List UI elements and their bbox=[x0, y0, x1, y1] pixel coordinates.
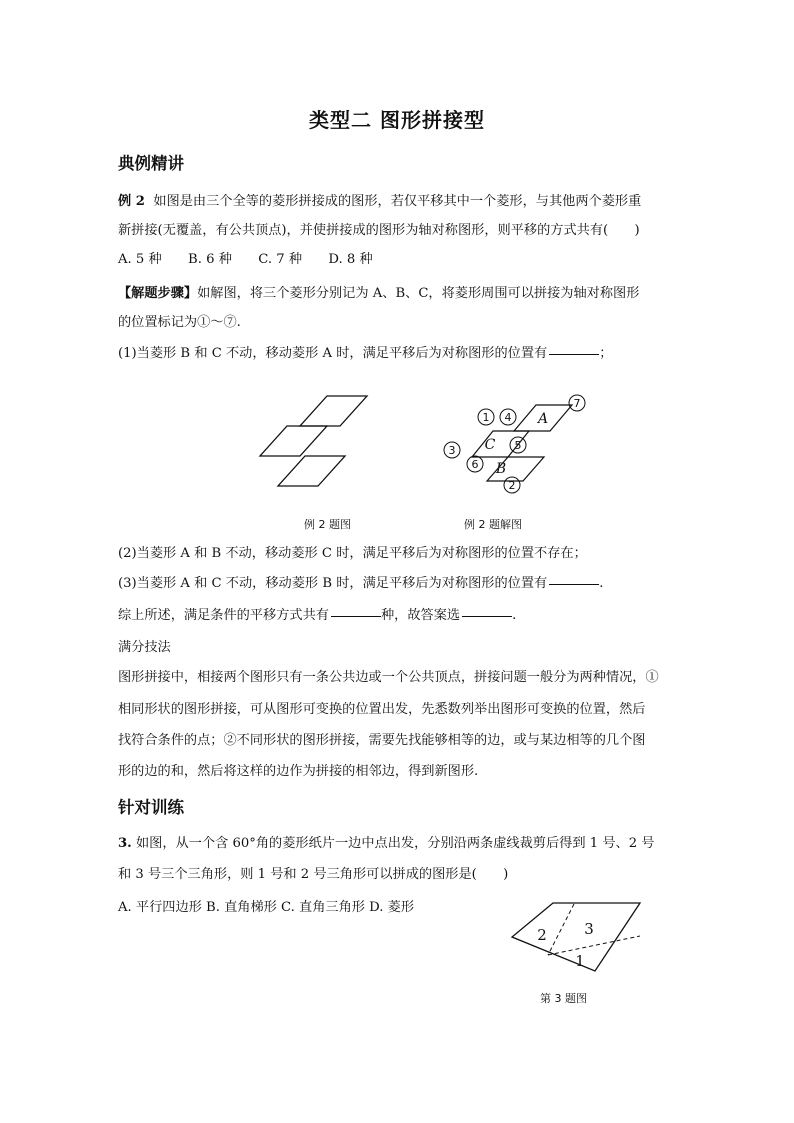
section-heading-training: 针对训练 bbox=[118, 798, 184, 817]
position-label-6: 6 bbox=[471, 458, 479, 471]
question-part3 bbox=[118, 572, 603, 591]
position-label-1: 1 bbox=[482, 411, 490, 424]
rhombus-label-b: B bbox=[495, 461, 507, 477]
solution-steps-text1: 如解图，将三个菱形分别记为 A、B、C，将菱形周围可以拼接为轴对称图形 bbox=[197, 286, 640, 301]
position-label-7: 7 bbox=[573, 397, 581, 410]
example2-options: A. 5 种 B. 6 种 C. 7 种 D. 8 种 bbox=[118, 252, 373, 267]
example2-figure bbox=[255, 393, 395, 493]
tips-line4: 形的边的和，然后将这样的边作为拼接的相邻边，得到新图形. bbox=[118, 764, 479, 779]
question3-line2: 和 3 号三个三角形，则 1 号和 2 号三角形可以拼成的图形是( ) bbox=[118, 867, 509, 882]
question-part3-end: . bbox=[599, 576, 604, 591]
tips-heading: 满分技法 bbox=[118, 640, 171, 655]
position-label-3: 3 bbox=[448, 444, 456, 457]
summary-text-a: 综上所述，满足条件的平移方式共有 bbox=[118, 608, 329, 623]
page-title: 类型二 图形拼接型 bbox=[309, 108, 485, 132]
question-part1 bbox=[118, 342, 612, 361]
solution-steps-line1 bbox=[118, 282, 639, 301]
q3-cut-line-2 bbox=[548, 936, 640, 955]
answer-blank-3[interactable] bbox=[331, 615, 381, 617]
tips-line3: 找符合条件的点；②不同形状的图形拼接，需要先找能够相等的边，或与某边相等的几个图 bbox=[118, 733, 646, 748]
figure-rhombus-top bbox=[300, 396, 367, 426]
q3-label-2: 2 bbox=[537, 926, 547, 944]
q3-cut-line-1 bbox=[548, 904, 574, 955]
example2-label: 例 2 bbox=[118, 194, 145, 209]
example2-text1: 如图是由三个全等的菱形拼接成的图形，若仅平移其中一个菱形，与其他两个菱形重 bbox=[153, 194, 642, 209]
question-part3-text: (3)当菱形 A 和 C 不动，移动菱形 B 时，满足平移后为对称图形的位置有 bbox=[118, 576, 548, 591]
question3-caption: 第 3 题图 bbox=[540, 992, 587, 1005]
tips-line2: 相同形状的图形拼接，可从图形可变换的位置出发，先悉数列举出图形可变换的位置，然后 bbox=[118, 702, 646, 717]
q3-label-3: 3 bbox=[584, 920, 594, 938]
question-part1-end: ； bbox=[599, 346, 613, 361]
tips-line1: 图形拼接中，相接两个图形只有一条公共边或一个公共顶点，拼接问题一般分为两种情况，① bbox=[118, 670, 659, 685]
answer-blank-1[interactable] bbox=[549, 353, 599, 355]
example2-solution-figure bbox=[440, 393, 630, 503]
q3-label-1: 1 bbox=[575, 952, 585, 970]
rhombus-label-c: C bbox=[484, 437, 496, 453]
question-part1-text: (1)当菱形 B 和 C 不动，移动菱形 A 时，满足平移后为对称图形的位置有 bbox=[118, 346, 548, 361]
rhombus-label-a: A bbox=[537, 411, 549, 427]
position-label-5: 5 bbox=[514, 439, 522, 452]
answer-blank-4[interactable] bbox=[462, 615, 512, 617]
question3-number: 3. bbox=[118, 836, 132, 851]
figure-rhombus-bottom bbox=[278, 456, 345, 486]
question3-options: A. 平行四边形 B. 直角梯形 C. 直角三角形 D. 菱形 bbox=[118, 900, 415, 915]
question3-figure bbox=[508, 900, 648, 976]
question3-text1: 如图，从一个含 60°角的菱形纸片一边中点出发，分别沿两条虚线裁剪后得到 1 号、2 号 bbox=[135, 836, 655, 851]
position-label-2: 2 bbox=[508, 479, 516, 492]
solution-steps-label: 【解题步骤】 bbox=[118, 286, 198, 301]
summary-line bbox=[118, 604, 516, 623]
example2-solution-caption: 例 2 题解图 bbox=[464, 518, 522, 531]
section-heading-examples: 典例精讲 bbox=[118, 154, 184, 173]
question-part2: (2)当菱形 A 和 B 不动，移动菱形 C 时，满足平移后为对称图形的位置不存在； bbox=[118, 546, 587, 561]
example2-figure-caption: 例 2 题图 bbox=[304, 518, 351, 531]
summary-text-c: . bbox=[512, 608, 517, 623]
summary-text-b: 种，故答案选 bbox=[381, 608, 461, 623]
answer-blank-2[interactable] bbox=[549, 583, 599, 585]
question3-line1 bbox=[118, 832, 654, 851]
position-label-4: 4 bbox=[504, 411, 512, 424]
example2-line1 bbox=[118, 190, 641, 209]
example2-line2: 新拼接(无覆盖，有公共顶点)，并使拼接成的图形为轴对称图形，则平移的方式共有( ) bbox=[118, 223, 640, 238]
solution-steps-line2: 的位置标记为①～⑦. bbox=[118, 315, 241, 330]
figure-rhombus-middle bbox=[260, 426, 327, 456]
